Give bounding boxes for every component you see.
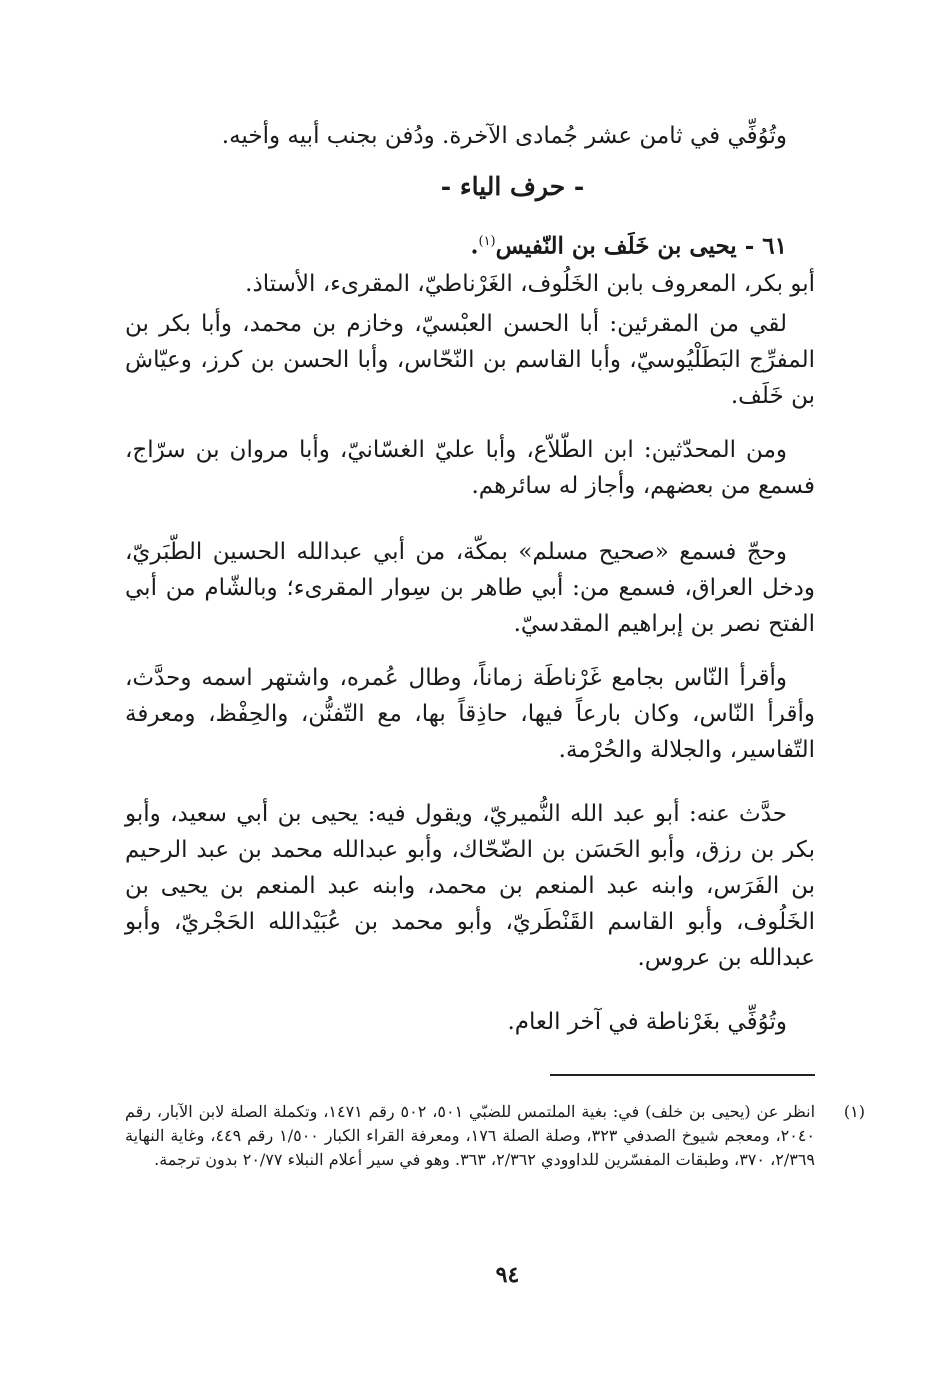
entry-title-end: . (470, 232, 479, 260)
page-number: ٩٤ (495, 1262, 520, 1288)
students-paragraph: حدَّث عنه: أبو عبد الله النُّميريّ، ويقول فيه: يحيى بن أبي سعيد، وأبو بكر بن رزق، وأبو الحَسَن بن الضّحّاك، وأبو عبدالله محمد بن عبد الرحيم بن الفَرَس، وابنه عبد المنعم بن محمد، وابنه عبد المنعم بن يحيى بن الخَلُوف، وأبو القاسم القَنْطَريّ، وأبو محمد بن عُبَيْدالله الحَجْريّ، وأبو عبدالله بن عروس. (125, 801, 815, 971)
travel-paragraph: وحجّ فسمع «صحيح مسلم» بمكّة، من أبي عبدالله الحسين الطّبَريّ، ودخل العراق، فسمع من: أبي طاهر بن سِوار المقرىء؛ وبالشّام من أبي الفتح نصر بن إبراهيم المقدسيّ. (125, 539, 815, 637)
footnote-marker: (١) (843, 1102, 865, 1121)
footnote-reference: (١) (478, 234, 496, 249)
entry-title (125, 224, 815, 265)
entry-title-text: ٦١ - يحيى بن خَلَف بن النّفيس (495, 232, 787, 260)
footnote-divider (550, 1074, 815, 1076)
entry-intro-paragraph: أبو بكر، المعروف بابن الخَلُوف، الغَرْناطيّ، المقرىء، الأستاذ. (245, 271, 815, 297)
section-heading: - حرف الياء - (440, 172, 585, 201)
hadith-teachers-paragraph: ومن المحدّثين: ابن الطّلاّع، وأبا عليّ الغسّانيّ، وأبا مروان بن سرّاج، فسمع من بعضهم، وأجاز له سائرهم. (125, 437, 815, 499)
teachers-paragraph: لقي من المقرئين: أبا الحسن العبْسيّ، وخازم بن محمد، وأبا بكر بن المفرِّج البَطَلْيُوسيّ، وأبا القاسم بن النّحّاس، وأبا الحسن بن كرز، وعيّاش بن خَلَف. (125, 311, 815, 409)
teaching-paragraph: وأقرأ النّاس بجامع غَرْناطَة زماناً، وطال عُمره، واشتهر اسمه وحدَّث، وأقرأ النّاس، وكان بارعاً فيها، حاذِقاً بها، مع التّفنُّن، والحِفْظ، ومعرفة التّفاسير، والجلالة والحُرْمة. (125, 665, 815, 763)
closing-sentence-previous-entry: وتُوُفِّي في ثامن عشر جُمادى الآخرة. ودُفن بجنب أبيه وأخيه. (221, 123, 787, 149)
footnote-text: انظر عن (يحيى بن خلف) في: بغية الملتمس للضبّي ٥٠١، ٥٠٢ رقم ١٤٧١، وتكملة الصلة لابن الآبار، رقم ٢٠٤٠، ومعجم شيوخ الصدفي ٣٢٣، وصلة الصلة ١٧٦، ومعرفة القراء الكبار ١/٥٠٠ رقم ٤٤٩، وغاية النهاية ٢/٣٦٩، ٣٧٠، وطبقات المفسّرين للداوودي ٢/٣٦٢، ٣٦٣. وهو في سير أعلام النبلاء ٢٠/٧٧ بدون ترجمة. (125, 1102, 816, 1169)
death-paragraph: وتُوُفِّي بغَرْناطة في آخر العام. (507, 1009, 787, 1035)
footnote (125, 1100, 865, 1172)
